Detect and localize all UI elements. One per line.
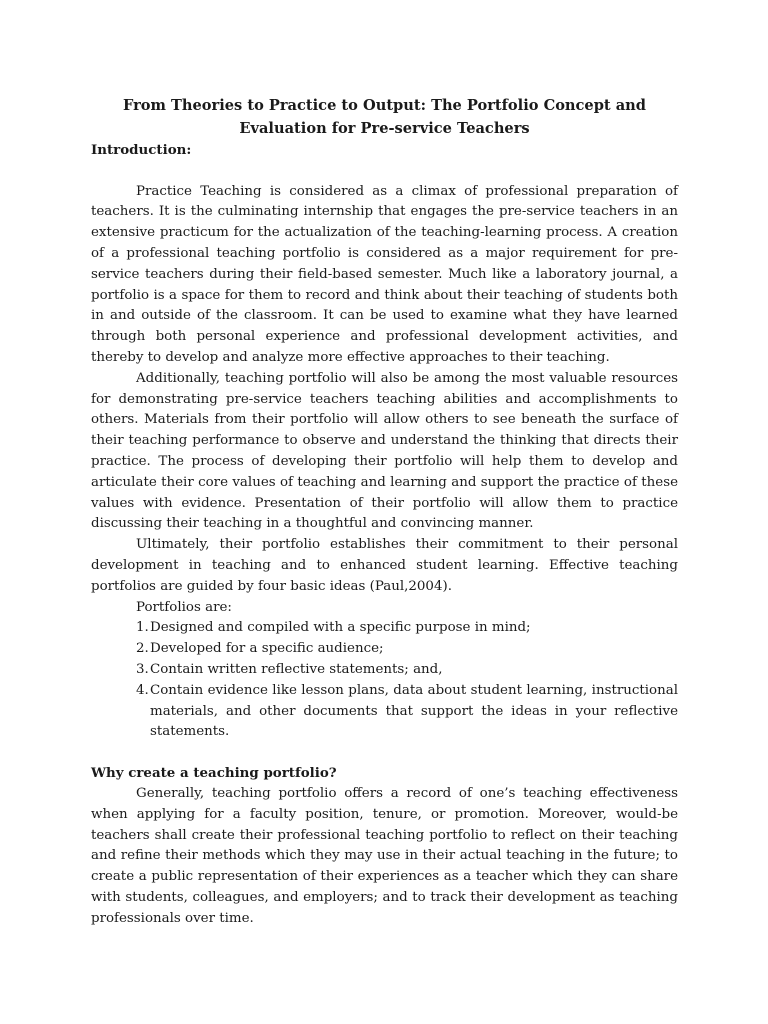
list-item-number: 2. <box>136 641 149 657</box>
why-section-heading: Why create a teaching portfolio? <box>91 765 337 782</box>
introduction-heading: Introduction: <box>91 142 192 158</box>
list-item <box>136 681 678 743</box>
list-item-text: Contain evidence like lesson plans, data about student learning, instructional materials, and other documents that support the ideas in your reflective statements. <box>150 682 678 740</box>
list-item-number: 3. <box>136 661 149 677</box>
title-line-2: Evaluation for Pre-service Teachers <box>239 120 530 137</box>
list-item <box>136 639 678 660</box>
list-item <box>136 618 678 639</box>
list-item-text: Developed for a specific audience; <box>150 641 384 657</box>
list-item-text: Contain written reflective statements; and, <box>150 661 443 677</box>
list-item <box>136 660 678 681</box>
list-item-number: 4. <box>136 682 149 698</box>
intro-paragraph-1: Practice Teaching is considered as a climax of professional preparation of teachers. It is the culminating internship that engages the pre-service teachers in an extensive practicum for the actualization of the teaching-learning process. A creation of a professional teaching portfolio is considered as a major requirement for pre-service teachers during their field-based semester. Much like a laboratory journal, a portfolio is a space for them to record and think about their teaching of students both in and outside of the classroom. It can be used to examine what they have learned through both personal experience and professional development activities, and thereby to develop and analyze more effective approaches to their teaching. <box>91 183 678 365</box>
list-intro: Portfolios are: <box>136 599 232 615</box>
why-section-paragraph: Generally, teaching portfolio offers a record of one’s teaching effectiveness when applying for a faculty position, tenure, or promotion. Moreover, would-be teachers shall create their professional teaching portfolio to reflect on their teaching and refine their methods which they may use in their actual teaching in the future; to create a public representation of their experiences as a teacher which they can share with students, colleagues, and employers; and to track their development as teaching professionals over time. <box>91 785 678 926</box>
document-body <box>91 94 678 929</box>
list-item-number: 1. <box>136 620 149 636</box>
intro-paragraph-2: Additionally, teaching portfolio will also be among the most valuable resources for demonstrating pre-service teachers teaching abilities and accomplishments to others. Materials from their portfolio will allow others to see beneath the surface of their teaching performance to observe and understand the thinking that directs their practice. The process of developing their portfolio will help them to develop and articulate their core values of teaching and learning and support the practice of these values with evidence. Presentation of their portfolio will allow them to practice discussing their teaching in a thoughtful and convincing manner. <box>91 370 678 532</box>
document-title <box>91 94 678 140</box>
list-item-text: Designed and compiled with a specific purpose in mind; <box>150 620 531 636</box>
portfolio-characteristics-list <box>91 618 678 743</box>
title-line-1: From Theories to Practice to Output: The Portfolio Concept and <box>122 97 647 114</box>
intro-paragraph-3: Ultimately, their portfolio establishes their commitment to their personal development in teaching and to enhanced student learning. Effective teaching portfolios are guided by four basic ideas (Paul,2004). <box>91 537 678 594</box>
